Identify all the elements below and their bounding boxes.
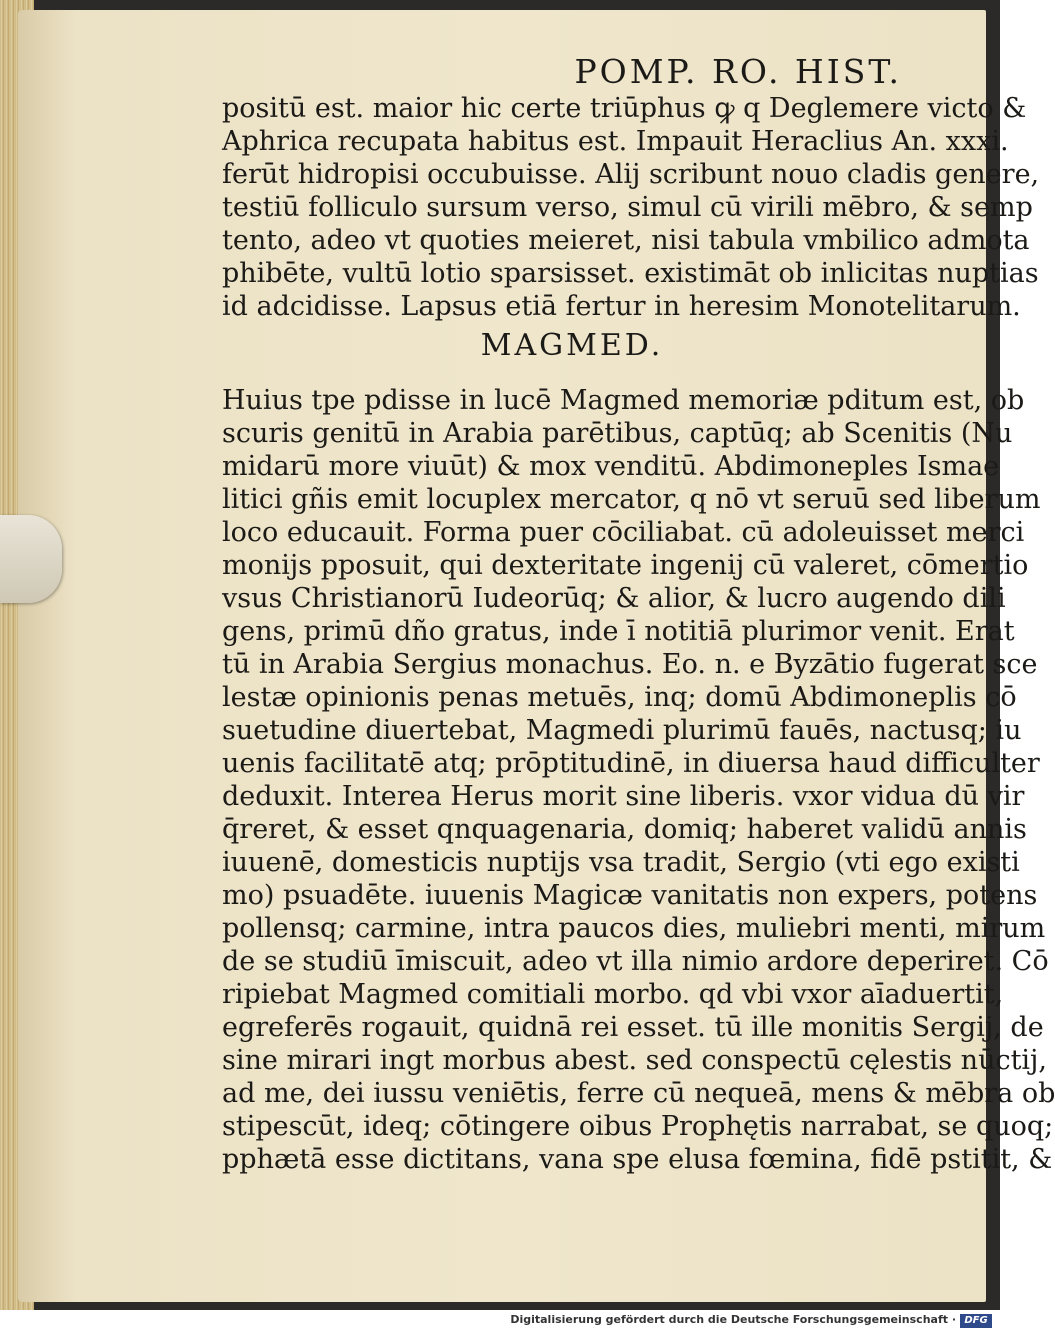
text-block-1 [222, 92, 1040, 323]
text-line: gens, primū dño gratus, inde ī notitiā plurimor venit. Erat [222, 616, 1015, 647]
text-line: phibēte, vultū lotio sparsisset. existimāt ob inlicitas nuptias [222, 258, 1039, 289]
text-line: Aphrica recupata habitus est. Impauit Heraclius An. xxxi. [222, 126, 1009, 157]
running-head: POMP. RO. HIST. [574, 52, 902, 91]
dfg-logo: DFG [960, 1314, 992, 1328]
text-line: positū est. maior hic certe triūphus ꝙ q Deglemere victo & [222, 93, 1027, 124]
text-line: scuris genitū in Arabia parētibus, captūq; ab Scenitis (Nu [222, 418, 1013, 449]
funding-notice: Digitalisierung gefördert durch die Deutsche Forschungsgemeinschaft · [510, 1313, 956, 1326]
text-line: q̄reret, & esset qnquagenaria, domiq; haberet validū annis [222, 814, 1027, 845]
text-block-2 [222, 384, 1055, 1176]
text-line: id adcidisse. Lapsus etiā fertur in heresim Monotelitarum. [222, 291, 1021, 322]
text-line: vsus Christianorū Iudeorūq; & alior, & lucro augendo dili [222, 583, 1006, 614]
text-line: stipescūt, ideq; cōtingere oibus Prophętis narrabat, se quoq; [222, 1111, 1054, 1142]
text-line: tū in Arabia Sergius monachus. Eo. n. e Byzātio fugerat sce [222, 649, 1038, 680]
text-line: tento, adeo vt quoties meieret, nisi tabula vmbilico admota [222, 225, 1030, 256]
text-line: sine mirari ingt morbus abest. sed conspectū cęlestis nūctij, [222, 1045, 1048, 1076]
text-line: iuuenē, domesticis nuptijs vsa tradit, Sergio (vti ego existi [222, 847, 1020, 878]
text-line: midarū more viuūt) & mox venditū. Abdimoneples Ismae [222, 451, 1000, 482]
text-line: testiū folliculo sursum verso, simul cū virili mēbro, & semp [222, 192, 1033, 223]
footer-bar [0, 1310, 1000, 1334]
text-line: ferūt hidropisi occubuisse. Alij scribunt nouo cladis genere, [222, 159, 1040, 190]
text-line: uenis facilitatē atq; prōptitudinē, in diuersa haud difficulter [222, 748, 1040, 779]
text-line: monijs pposuit, qui dexteritate ingenij cū valeret, cōmertio [222, 550, 1029, 581]
text-line: egreferēs rogauit, quidnā rei esset. tū ille monitis Sergij, de [222, 1012, 1044, 1043]
text-line: loco educauit. Forma puer cōciliabat. cū adoleuisset merci [222, 517, 1025, 548]
text-line: ad me, dei iussu veniētis, ferre cū nequeā, mens & mēbra ob [222, 1078, 1055, 1109]
text-line: litici gñis emit locuplex mercator, q nō vt seruū sed liberum [222, 484, 1041, 515]
text-line: Huius tpe pdisse in lucē Magmed memoriæ pditum est, ob [222, 385, 1025, 416]
text-line: pphætā esse dictitans, vana spe elusa fœmina, fidē pstitit, & [222, 1144, 1053, 1175]
book-clip [0, 515, 62, 603]
text-line: ripiebat Magmed comitiali morbo. qd vbi vxor aīaduertit, [222, 979, 1004, 1010]
text-line: pollensq; carmine, intra paucos dies, muliebri menti, mirum [222, 913, 1046, 944]
text-line: deduxit. Interea Herus morit sine liberis. vxor vidua dū vir [222, 781, 1025, 812]
text-line: de se studiū īmiscuit, adeo vt illa nimio ardore deperiret. Cō [222, 946, 1049, 977]
text-line: lestæ opinionis penas metuēs, inq; domū Abdimoneplis cō [222, 682, 1017, 713]
section-heading: MAGMED. [480, 328, 664, 363]
text-line: suetudine diuertebat, Magmedi plurimū fauēs, nactusq; iu [222, 715, 1022, 746]
text-line: mo) psuadēte. iuuenis Magicæ vanitatis non expers, potens [222, 880, 1038, 911]
